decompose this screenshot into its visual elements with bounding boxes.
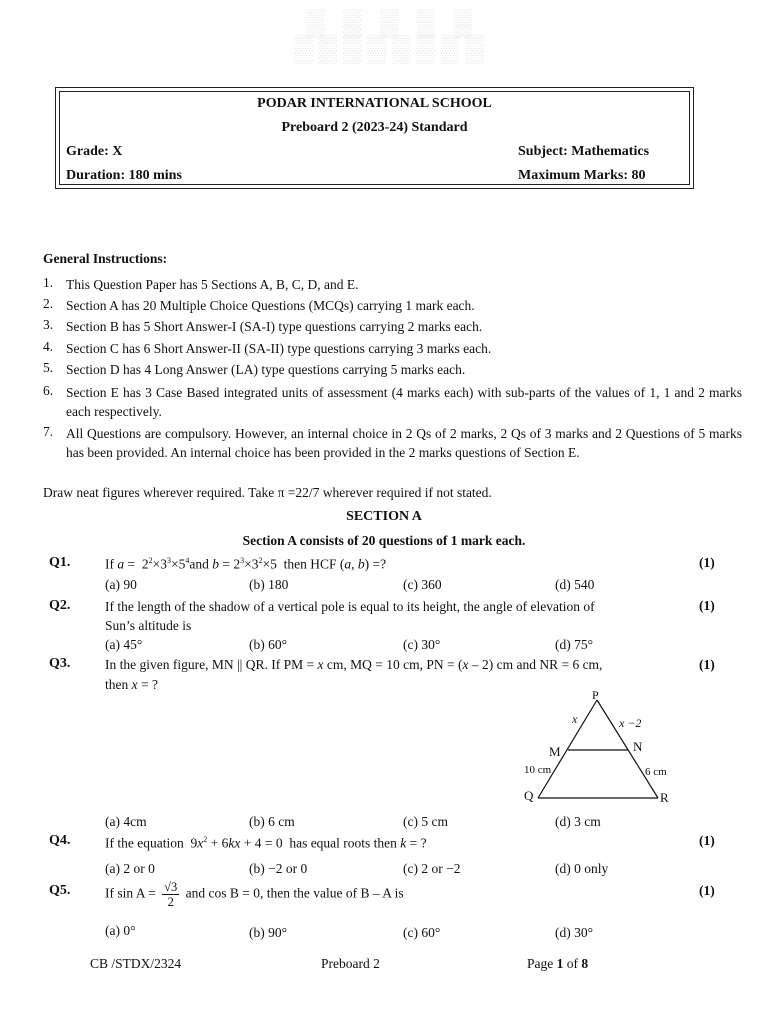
triangle-figure <box>520 686 680 808</box>
question-text: If the length of the shadow of a vertical pole is equal to its height, the angle of elevation of <box>105 599 595 614</box>
option-c: (c) 360 <box>403 577 442 592</box>
watermark: ▒ ▒ ▒ ▒ ▒ ▒▒▒▒▒▒▒▒ <box>294 8 490 63</box>
label-pn: x −2 <box>619 716 642 730</box>
option-a: (a) 45° <box>105 637 143 652</box>
label-n: N <box>633 739 643 754</box>
instruction-number: 5. <box>43 360 54 375</box>
instruction-number: 1. <box>43 275 54 290</box>
option-b: (b) 6 cm <box>249 814 295 829</box>
question-number: Q5. <box>49 883 71 898</box>
option-b: (b) −2 or 0 <box>249 861 308 876</box>
page-number: 1 <box>556 956 564 971</box>
instruction-number: 4. <box>43 339 54 354</box>
footer-center: Preboard 2 <box>321 956 380 971</box>
question-text: If $a = 2^2\times 3^3\times 5^4and$ $b = 2^3\times 3^2\times 5$ then HCF (a, b) =? <box>105 556 387 572</box>
page-of: of <box>566 956 578 971</box>
label-q: Q <box>524 788 534 803</box>
header-box <box>55 87 694 189</box>
instructions-note: Draw neat figures wherever required. Take π =22/7 wherever required if not stated. <box>43 485 492 500</box>
question-marks: (1) <box>699 598 715 613</box>
fraction-root3-over-2: $\frac{√3}{2}$ <box>164 880 178 909</box>
option-b: (b) 180 <box>249 577 289 592</box>
question-number: Q2. <box>49 598 71 613</box>
instruction-number: 3. <box>43 317 54 332</box>
label-pm: x <box>572 712 578 726</box>
side-pq <box>538 700 597 798</box>
instructions-title: General Instructions: <box>43 251 168 266</box>
instruction-number: 6. <box>43 383 54 398</box>
option-a: (a) 90 <box>105 577 137 592</box>
question-marks: (1) <box>699 657 715 672</box>
option-a: (a) 0° <box>105 923 136 938</box>
instruction-text: Section C has 6 Short Answer-II (SA-II) type questions carrying 3 marks each. <box>66 341 492 356</box>
instruction-number: 7. <box>43 424 54 439</box>
label-p: P <box>592 688 599 702</box>
max-marks-label: Maximum Marks: 80 <box>518 168 646 183</box>
question-marks: (1) <box>699 555 715 570</box>
question-number: Q4. <box>49 833 71 848</box>
option-c: (c) 60° <box>403 925 441 940</box>
instruction-text: Section E has 3 Case Based integrated units of assessment (4 marks each) with sub-parts of the values of 1, 1 and 2 marks each respectively. <box>66 385 742 419</box>
page-prefix: Page <box>527 956 554 971</box>
instruction-text: Section A has 20 Multiple Choice Questions (MCQs) carrying 1 mark each. <box>66 298 475 313</box>
question-marks: (1) <box>699 833 715 848</box>
question-marks: (1) <box>699 883 715 898</box>
section-title: SECTION A <box>346 509 422 524</box>
school-name: PODAR INTERNATIONAL SCHOOL <box>257 96 492 111</box>
option-d: (d) 3 cm <box>555 814 601 829</box>
grade-label: Grade: X <box>66 144 123 159</box>
instruction-text: Section D has 4 Long Answer (LA) type questions carrying 5 marks each. <box>66 362 466 377</box>
option-c: (c) 2 or −2 <box>403 861 461 876</box>
option-d: (d) 30° <box>555 925 594 940</box>
question-text-continued: then x = ? <box>105 677 158 692</box>
question-number: Q3. <box>49 656 71 671</box>
label-nr: 6 cm <box>645 766 667 778</box>
duration-label: Duration: 180 mins <box>66 168 182 183</box>
option-a: (a) 4cm <box>105 814 147 829</box>
instruction-text: All Questions are compulsory. However, an internal choice in 2 Qs of 2 marks, 2 Qs of 3 marks and 2 Questions of 5 marks has been provided. An internal choice has been provided in the 2 marks questions of Section E. <box>66 426 742 460</box>
page-indicator <box>527 956 588 972</box>
exam-title: Preboard 2 (2023-24) Standard <box>281 120 468 135</box>
option-a: (a) 2 or 0 <box>105 861 155 876</box>
question-number: Q1. <box>49 555 71 570</box>
instruction-number: 2. <box>43 296 54 311</box>
subject-label: Subject: Mathematics <box>518 144 650 159</box>
label-mq: 10 cm <box>524 764 552 776</box>
side-pr <box>597 700 658 798</box>
question-text: If the equation $9x^2 + 6kx + 4 = 0$ has equal roots then k = ? <box>105 835 427 851</box>
page-total: 8 <box>581 956 589 971</box>
question-text: In the given figure, MN || QR. If PM = x cm, MQ = 10 cm, PN = (x – 2) cm and NR = 6 cm, <box>105 657 603 672</box>
option-d: (d) 75° <box>555 637 594 652</box>
option-d: (d) 0 only <box>555 861 609 876</box>
label-r: R <box>660 790 669 805</box>
option-b: (b) 90° <box>249 925 288 940</box>
question-text: If sin A = $\frac{√3}{2}$ and cos B = 0, then the value of B – A is <box>105 880 404 909</box>
header-inner-border <box>59 91 690 185</box>
section-subtitle: Section A consists of 20 questions of 1 mark each. <box>242 533 526 548</box>
option-c: (c) 5 cm <box>403 814 448 829</box>
footer-code: CB /STDX/2324 <box>90 956 182 971</box>
instruction-text: This Question Paper has 5 Sections A, B, C, D, and E. <box>66 277 359 292</box>
option-c: (c) 30° <box>403 637 441 652</box>
question-text-continued: Sun’s altitude is <box>105 618 192 633</box>
label-m: M <box>549 744 561 759</box>
option-b: (b) 60° <box>249 637 288 652</box>
option-d: (d) 540 <box>555 577 595 592</box>
instruction-text: Section B has 5 Short Answer-I (SA-I) type questions carrying 2 marks each. <box>66 319 483 334</box>
